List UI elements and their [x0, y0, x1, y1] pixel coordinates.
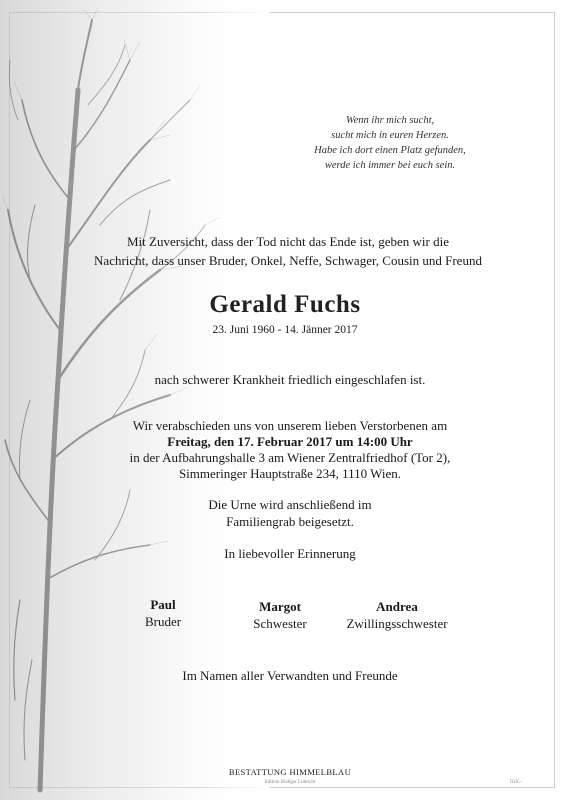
mourner-name: Margot — [259, 599, 301, 614]
funeral-address: Simmeringer Hauptstraße 234, 1110 Wien. — [178, 466, 402, 481]
intro-line: Nachricht, dass unser Bruder, Onkel, Neffe, Schwager, Cousin und Freund — [94, 253, 482, 268]
funeral-line: Wir verabschieden uns von unserem lieben Verstorbenen am — [132, 418, 448, 433]
mourner-andrea — [327, 598, 467, 632]
urn-line: Familiengrab beigesetzt. — [226, 514, 354, 529]
poem-line: werde ich immer bei euch sein. — [324, 160, 456, 171]
death-note: nach schwerer Krankheit friedlich eingeschlafen ist. — [154, 372, 426, 387]
poem — [290, 113, 490, 173]
funeral-details — [80, 418, 500, 482]
intro-line: Mit Zuversicht, dass der Tod nicht das Ende ist, geben wir die — [127, 234, 449, 249]
closing-text: Im Namen aller Verwandten und Freunde — [182, 668, 398, 683]
urn-note — [160, 496, 420, 530]
funeral-datetime: Freitag, den 17. Februar 2017 um 14:00 Uhr — [167, 434, 413, 449]
mourner-name: Andrea — [376, 599, 418, 614]
poem-line: Habe ich dort einen Platz gefunden, — [314, 145, 466, 156]
mourner-relation: Zwillingsschwester — [346, 616, 448, 631]
deceased-name: Gerald Fuchs — [209, 291, 361, 318]
mourner-relation: Bruder — [144, 614, 182, 629]
poem-line: Wenn ihr mich sucht, — [345, 115, 435, 126]
life-dates: 23. Juni 1960 - 14. Jänner 2017 — [212, 324, 358, 336]
urn-line: Die Urne wird anschließend im — [208, 497, 372, 512]
edition-credit: Edition Rüdiger Lubricht — [264, 780, 316, 785]
in-memory-text: In liebevoller Erinnerung — [224, 546, 356, 561]
mourner-relation: Schwester — [253, 616, 307, 631]
document-code: BHG- — [510, 780, 523, 785]
funeral-location: in der Aufbahrungshalle 3 am Wiener Zentralfriedhof (Tor 2), — [129, 450, 451, 465]
funeral-home-name: BESTATTUNG HIMMELBLAU — [228, 767, 352, 777]
mourner-name: Paul — [150, 597, 176, 612]
intro-text — [70, 232, 506, 270]
poem-line: sucht mich in euren Herzen. — [331, 130, 449, 141]
